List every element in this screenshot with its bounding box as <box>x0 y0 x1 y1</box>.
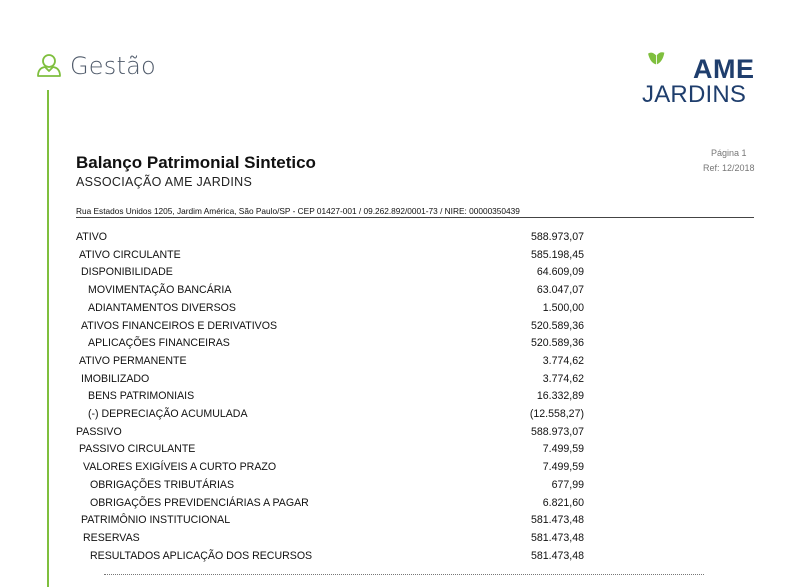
table-row <box>0 408 807 425</box>
row-value: (12.558,27) <box>529 408 584 420</box>
row-label: ATIVOS FINANCEIROS E DERIVATIVOS <box>81 319 278 332</box>
table-row <box>0 284 807 301</box>
row-label: ATIVO <box>76 231 107 243</box>
row-label: PATRIMÔNIO INSTITUCIONAL <box>81 514 231 527</box>
ame-jardins-logo <box>646 44 696 84</box>
table-row <box>0 266 807 283</box>
row-label: ATIVO PERMANENTE <box>79 354 187 367</box>
row-value: 520.589,36 <box>530 319 584 332</box>
row-value: 3.774,62 <box>542 354 584 367</box>
row-label: (-) DEPRECIAÇÃO ACUMULADA <box>88 408 248 420</box>
row-value: 588.973,07 <box>530 231 584 243</box>
row-label: MOVIMENTAÇÃO BANCÁRIA <box>88 284 232 297</box>
row-value: 1.500,00 <box>542 301 584 314</box>
row-value: 585.198,45 <box>530 248 584 261</box>
reference-period: Ref: 12/2018 <box>703 163 755 173</box>
row-value: 64.609,09 <box>536 266 584 279</box>
table-row <box>0 337 807 354</box>
row-label: PASSIVO <box>76 425 122 438</box>
table-row <box>0 355 807 372</box>
row-value: 7.499,59 <box>542 461 584 474</box>
row-value: 7.499,59 <box>542 443 584 456</box>
row-value: 16.332,89 <box>536 390 584 403</box>
row-label: PASSIVO CIRCULANTE <box>79 443 196 456</box>
row-value: 588.973,07 <box>530 425 584 438</box>
logo-text-ame: AME <box>693 54 755 84</box>
table-row <box>0 426 807 443</box>
address-line: Rua Estados Unidos 1205, Jardim América, São Paulo/SP - CEP 01427-001 / 09.262.892/0001-73 / NIRE: 00000350439 <box>76 206 520 216</box>
row-label: DISPONIBILIDADE <box>81 266 173 279</box>
row-label: APLICAÇÕES FINANCEIRAS <box>88 337 230 350</box>
footer-rule <box>104 574 704 575</box>
page-number: Página 1 <box>711 148 747 158</box>
table-row <box>0 231 807 248</box>
row-value: 581.473,48 <box>530 549 584 562</box>
logo-text-jardins: JARDINS <box>642 81 747 108</box>
row-label: OBRIGAÇÕES PREVIDENCIÁRIAS A PAGAR <box>90 496 309 509</box>
row-value: 63.047,07 <box>536 284 584 297</box>
table-row <box>0 373 807 390</box>
row-value: 520.589,36 <box>530 337 584 350</box>
user-icon <box>36 52 62 78</box>
table-row <box>0 461 807 478</box>
table-row <box>0 514 807 531</box>
table-row <box>0 390 807 407</box>
table-row <box>0 249 807 266</box>
row-value: 6.821,60 <box>542 496 584 509</box>
row-value: 3.774,62 <box>542 372 584 385</box>
document-title: Balanço Patrimonial Sintetico <box>76 153 316 172</box>
row-label: ADIANTAMENTOS DIVERSOS <box>88 301 236 314</box>
row-label: ATIVO CIRCULANTE <box>79 248 181 261</box>
row-value: 581.473,48 <box>530 514 584 527</box>
table-row <box>0 532 807 549</box>
row-value: 581.473,48 <box>530 531 584 544</box>
header-rule <box>76 217 754 218</box>
table-row <box>0 479 807 496</box>
table-row <box>0 443 807 460</box>
row-label: IMOBILIZADO <box>81 372 150 385</box>
table-row <box>0 320 807 337</box>
table-row <box>0 302 807 319</box>
row-label: RESULTADOS APLICAÇÃO DOS RECURSOS <box>90 549 313 562</box>
row-label: VALORES EXIGÍVEIS A CURTO PRAZO <box>83 461 277 474</box>
row-label: RESERVAS <box>83 531 140 544</box>
row-label: BENS PATRIMONIAIS <box>88 390 195 403</box>
document-subtitle: ASSOCIAÇÃO AME JARDINS <box>76 175 253 189</box>
row-label: OBRIGAÇÕES TRIBUTÁRIAS <box>90 478 235 491</box>
section-title: Gestão <box>70 52 156 80</box>
row-value: 677,99 <box>551 478 584 491</box>
table-row <box>0 497 807 514</box>
table-row <box>0 550 807 567</box>
